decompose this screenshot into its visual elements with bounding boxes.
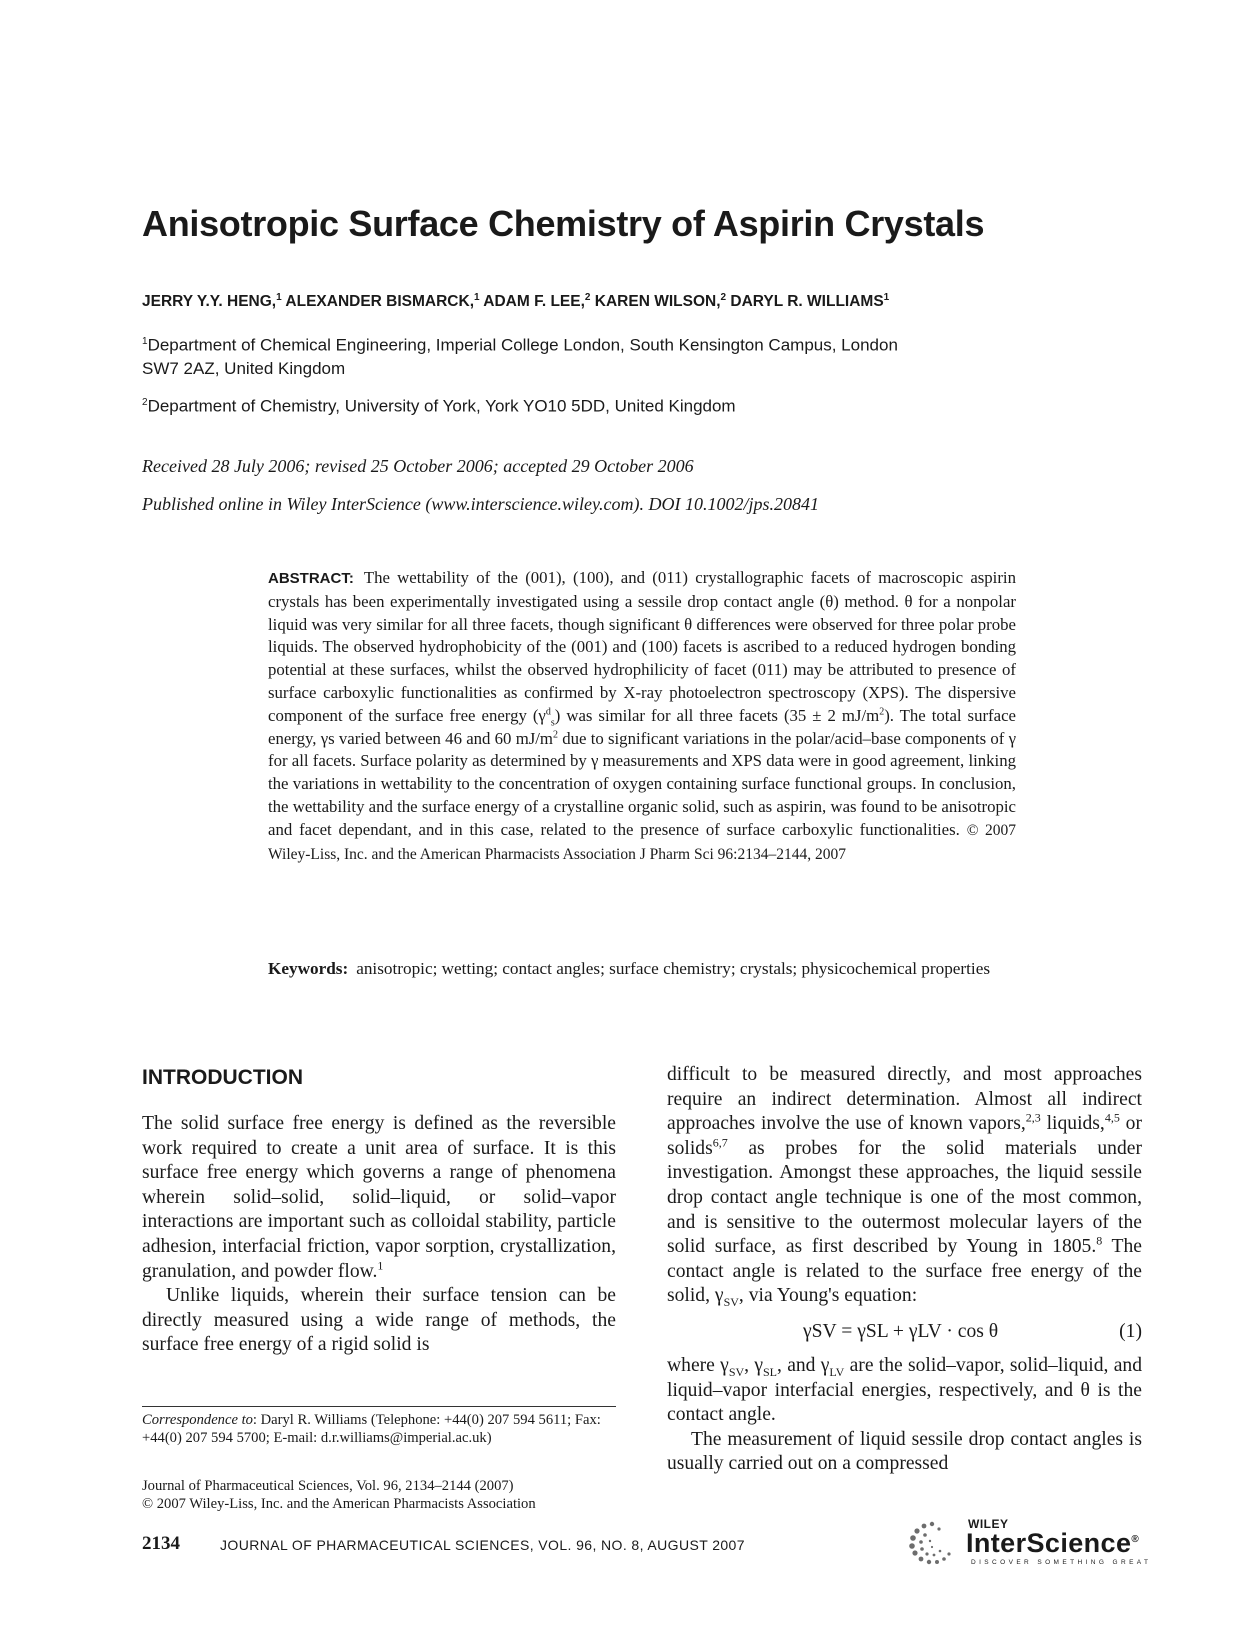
abstract-text: ). The total surface energy, γs varied between 46 and 60 mJ/m (268, 705, 1016, 748)
affiliation-text: Department of Chemistry, University of York, York YO10 5DD, United Kingdom (147, 396, 736, 416)
logo-tagline: DISCOVER SOMETHING GREAT (971, 1559, 1152, 1566)
journal-citation: Journal of Pharmaceutical Sciences, Vol. 96, 2134–2144 (2007) (142, 1478, 514, 1494)
section-heading: INTRODUCTION (142, 1066, 303, 1089)
footnote-divider (142, 1406, 616, 1407)
correspondence-label: Correspondence to (142, 1412, 253, 1428)
body-paragraph (667, 1354, 1142, 1428)
correspondence-footnote (142, 1411, 616, 1447)
author-affiliation-mark: 1 (474, 292, 480, 303)
logo-wordmark (966, 1528, 1139, 1559)
abstract-text: ) was similar for all three facets (35 ± 2 mJ/m (554, 705, 880, 725)
paragraph-text: The solid surface free energy is defined as the reversible work required to create a unit area of surface. It is this surface free energy which governs a range of phenomena wherein solid–solid, solid–liquid, or solid–vapor interactions are important such as colloidal stability, particle adhesion, interfacial friction, vapor sorption, crystallization, granulation, and powder flow. (142, 1113, 616, 1282)
abstract-superscript: 2 (553, 728, 558, 740)
copyright-notice: © 2007 Wiley-Liss, Inc. and the American Pharmacists Association (142, 1496, 536, 1512)
paragraph-text: Unlike liquids, wherein their surface tension can be directly measured using a wide range of methods, the surface free energy of a rigid solid is (142, 1285, 616, 1356)
keywords-text: anisotropic; wetting; contact angles; surface chemistry; crystals; physicochemical properties (356, 959, 991, 978)
correspondence-text: : Daryl R. Williams (Telephone: +44(0) 207 594 5611; Fax: +44(0) 207 594 5700; E-mail: d.r.williams@imperial.ac.uk) (142, 1412, 601, 1446)
citation: 1 (377, 1258, 384, 1273)
paragraph-text: as probes for the solid materials under investigation. Amongst these approaches, the liquid sessile drop contact angle technique is one of the most common, and is sensitive to the outermost molecular layers of the solid surface, as first described by Young in 1805. (667, 1137, 1142, 1258)
running-footer: JOURNAL OF PHARMACEUTICAL SCIENCES, VOL. 96, NO. 8, AUGUST 2007 (220, 1537, 745, 1553)
affiliation-1 (142, 330, 902, 380)
abstract-text: The wettability of the (001), (100), and (011) crystallographic facets of macroscopic aspirin crystals has been experimentally investigated using a sessile drop contact angle (θ) method. θ for a nonpolar liquid was very similar for all three facets, though significant θ differences were observed for three polar probe liquids. The observed hydrophobicity of the (001) and (100) facets is ascribed to a reduced hydrogen bonding potential at these surfaces, whilst the observed hydrophilicity of facet (011) may be attributed to presence of surface carboxylic functionalities as confirmed by X-ray photoelectron spectroscopy (XPS). The dispersive component of the surface free energy (γ (268, 568, 1016, 725)
equation-expression: γSV = γSL + γLV · cos θ (803, 1320, 999, 1342)
citation: 8 (1096, 1233, 1103, 1248)
author-affiliation-mark: 1 (883, 292, 890, 303)
received-dates: Received 28 July 2006; revised 25 October 2006; accepted 29 October 2006 (142, 456, 694, 476)
keywords (268, 958, 1016, 981)
affiliation-text: Department of Chemical Engineering, Imperial College London, South Kensington Campus, London SW7 2AZ, United Kingdom (142, 335, 898, 378)
author-affiliation-mark: 2 (584, 292, 591, 303)
journal-footnote (142, 1477, 616, 1513)
logo-wordmark-text: InterScience (966, 1528, 1132, 1558)
author-affiliation-mark: 1 (276, 292, 282, 303)
paragraph-text: difficult to be measured directly, and most approaches require an indirect determination. Almost all indirect approaches involve the use of known vapors, (667, 1064, 1142, 1135)
paragraph-text: , via Young's equation: (738, 1285, 918, 1307)
left-column (142, 1112, 616, 1358)
paragraph-text: The measurement of liquid sessile drop contact angles is usually carried out on a compressed (667, 1428, 1142, 1475)
equation-number: (1) (1119, 1320, 1142, 1342)
paragraph-text: are the solid–vapor, solid–liquid, and liquid–vapor interfacial energies, respectively, and θ is the contact angle. (667, 1354, 1143, 1426)
citation: 2,3 (1025, 1110, 1041, 1125)
author-name: JERRY Y.Y. HENG, (142, 293, 277, 311)
subscript: SL (763, 1364, 778, 1379)
author-affiliation-mark: 2 (720, 292, 727, 303)
page-number: 2134 (142, 1533, 180, 1554)
abstract-text: due to significant variations in the polar/acid–base components of γ for all facets. Surface polarity as determined by γ measurements and XPS data were in good agreement, linking the variations in wettability to the concentration of oxygen containing surface functional groups. In conclusion, the wettability and the surface energy of a crystalline organic solid, such as aspirin, was found to be anisotropic and facet dependant, and in this case, related to the presence of surface carboxylic functionalities. (268, 728, 1017, 839)
author-name: DARYL R. WILLIAMS (730, 293, 884, 311)
author-name: ALEXANDER BISMARCK, (285, 293, 474, 311)
paragraph-text: where γ (667, 1354, 729, 1376)
abstract-copyright: © 2007 Wiley-Liss, Inc. and the American Pharmacists Association J Pharm Sci 96:2134–2144, 2007 (268, 821, 1016, 863)
citation: 4,5 (1104, 1110, 1120, 1125)
body-paragraph (667, 1428, 1142, 1477)
abstract-superscript: 2 (879, 706, 885, 718)
paragraph-text: or solids (667, 1113, 1142, 1159)
paragraph-text: liquids, (1040, 1113, 1105, 1135)
affiliation-number: 2 (142, 397, 148, 408)
logo-publisher: WILEY (968, 1517, 1009, 1531)
paragraph-text: The contact angle is related to the surface free energy of the solid, γ (667, 1236, 1143, 1307)
subscript: SV (723, 1295, 739, 1310)
equation-1 (667, 1317, 1142, 1347)
body-paragraph (667, 1063, 1142, 1309)
body-paragraph (142, 1112, 616, 1284)
wiley-interscience-swirl-icon (908, 1520, 958, 1566)
citation: 6,7 (712, 1135, 728, 1150)
registered-mark: ® (1131, 1534, 1140, 1545)
abstract-label: ABSTRACT: (268, 570, 354, 587)
publisher-logo (908, 1514, 1152, 1570)
right-column (667, 1063, 1142, 1477)
affiliation-2 (142, 391, 736, 418)
abstract (268, 567, 1016, 866)
paragraph-text: , γ (744, 1354, 763, 1376)
publication-info: Published online in Wiley InterScience (www.interscience.wiley.com). DOI 10.1002/jps.20841 (142, 494, 820, 514)
abstract-subscript: s (550, 717, 555, 729)
author-name: ADAM F. LEE, (483, 293, 585, 311)
paper-title: Anisotropic Surface Chemistry of Aspirin Crystals (142, 203, 985, 244)
author-name: KAREN WILSON, (594, 293, 721, 311)
paragraph-text: , and γ (777, 1354, 830, 1376)
subscript: LV (829, 1364, 845, 1379)
subscript: SV (728, 1364, 745, 1379)
body-paragraph (142, 1284, 616, 1358)
affiliation-number: 1 (142, 336, 148, 347)
author-list (142, 292, 889, 311)
abstract-superscript: d (545, 706, 551, 718)
keywords-label: Keywords: (268, 959, 349, 978)
